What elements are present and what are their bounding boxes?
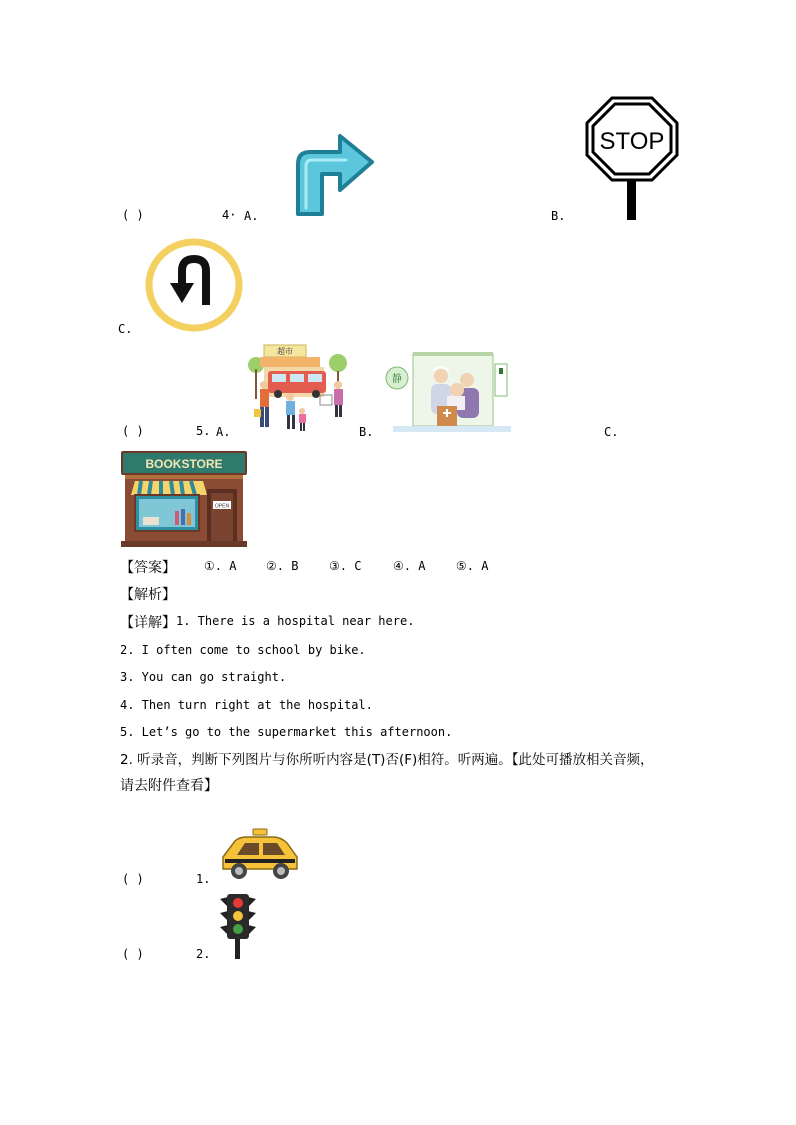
answer-item-5: ⑤. A [456,559,489,573]
detail-label: 【详解】 [120,615,176,631]
answer-item-1: ①. A [204,559,237,573]
analysis-line-3: 3. You can go straight. [120,670,287,684]
bookstore-sign-text: BOOKSTORE [145,457,223,471]
supermarket-sign-text: 超市 [277,347,293,356]
answer-item-3: ③. C [329,559,362,573]
q4-number: 4· [222,208,237,222]
answer-label: 【答案】 [120,560,176,576]
s2-item1-answer-blank: ( ) [122,872,144,886]
traffic-light-icon [218,893,258,959]
quiet-sign-text: 静 [392,374,402,385]
analysis-label: 【解析】 [120,587,176,603]
open-sign-text: OPEN [214,503,230,510]
q5-option-c-label: C. [604,425,619,439]
section2-instruction-line2: 请去附件查看】 [120,778,218,794]
stop-sign-icon [585,96,679,220]
q4-option-a-label: A. [244,209,259,223]
turn-right-arrow-icon [284,112,380,220]
answer-item-4: ④. A [393,559,426,573]
analysis-line-1: 1. There is a hospital near here. [176,614,415,628]
q4-answer-blank: ( ) [122,208,144,222]
stop-sign-text: STOP [599,128,665,155]
s2-item2-answer-blank: ( ) [122,947,144,961]
q4-option-b-label: B. [551,209,566,223]
s2-item2-number: 2. [196,947,211,961]
q5-option-a-label: A. [216,425,231,439]
taxi-image [217,827,301,885]
supermarket-image [246,343,352,433]
q4-option-c-label: C. [118,322,133,336]
analysis-line-5: 5. Let’s go to the supermarket this afternoon. [120,725,453,739]
answer-item-2: ②. B [266,559,299,573]
section2-instruction-line1: 2. 听录音，判断下列图片与你所听内容是(T)否(F)相符。听两遍。【此处可播放相关音频， [120,752,654,768]
analysis-line-4: 4. Then turn right at the hospital. [120,698,373,712]
q5-number: 5. [196,424,211,438]
u-turn-sign-icon [144,237,244,333]
bookstore-image [121,449,247,547]
q5-option-b-label: B. [359,425,374,439]
hospital-image [383,350,515,436]
q5-answer-blank: ( ) [122,424,144,438]
analysis-line-2: 2. I often come to school by bike. [120,643,366,657]
s2-item1-number: 1. [196,872,211,886]
